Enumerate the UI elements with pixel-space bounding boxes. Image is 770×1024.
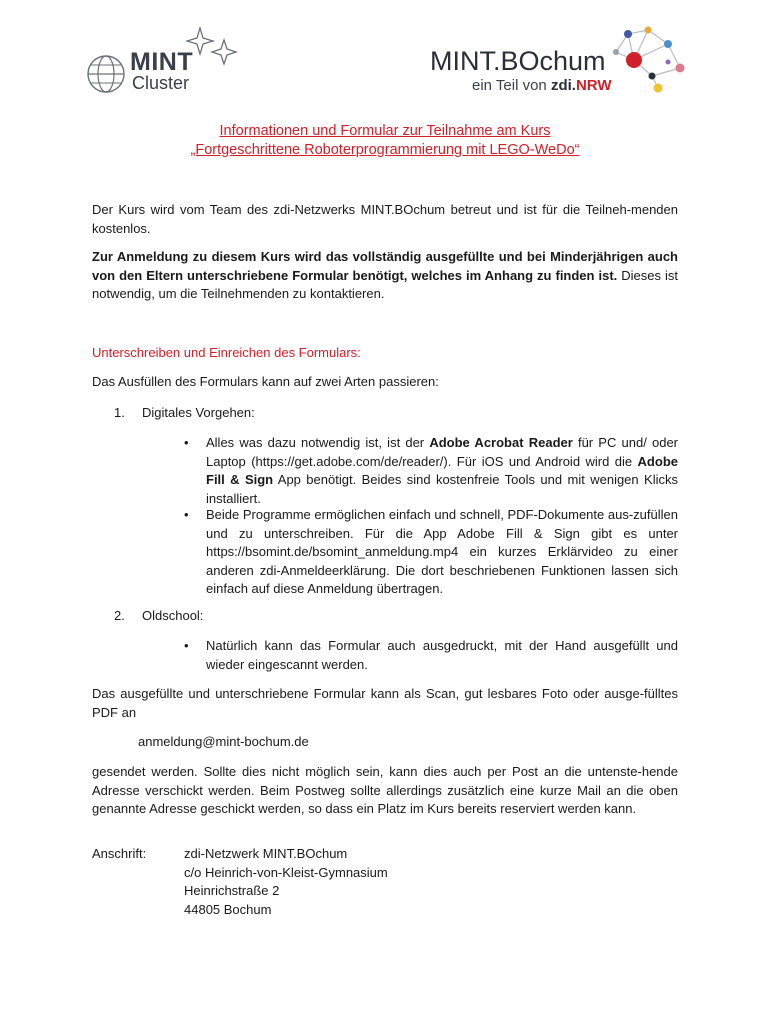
stars-icon [186, 26, 242, 70]
address-label: Anschrift: [92, 846, 147, 861]
logo-left-line2: Cluster [132, 73, 190, 93]
registration-paragraph [92, 248, 678, 304]
registration-bold: Zur Anmeldung zu diesem Kurs wird das vollständig ausgefüllte und bei Minderjährigen auch von den Eltern unterschriebene Formular benötigt, welches im Anhang zu finden ist. [92, 249, 678, 283]
section-heading: Unterschreiben und Einreichen des Formulars: [92, 345, 361, 360]
title-line1: Informationen und Formular zur Teilnahme am Kurs [219, 123, 551, 139]
address-block [184, 845, 388, 919]
mint-bochum-logo [428, 24, 692, 100]
bullet-2-1: Natürlich kann das Formular auch ausgedruckt, mit der Hand ausgefüllt und wieder eingescannt werden. [206, 638, 678, 672]
bullet-1-1 [206, 434, 678, 508]
title-line2: „Fortgeschrittene Roboterprogrammierung mit LEGO-WeDo“ [190, 142, 580, 158]
logo-right-subtitle [472, 78, 612, 93]
logo-left-line1: MINT [130, 48, 194, 76]
address-line-4: 44805 Bochum [184, 901, 272, 917]
method-1-number: 1. [114, 405, 125, 420]
logo-right-title: MINT.BOchum [430, 46, 606, 76]
bullet-1-1-text-a: Alles was dazu notwendig ist, ist der [206, 435, 430, 450]
mint-cluster-logo [86, 26, 246, 98]
bullet-1-1-bold-b: Adobe Fill & Sign [206, 453, 678, 487]
address-line-1: zdi-Netzwerk MINT.BOchum [184, 846, 348, 861]
logo-right-sub-nrw: NRW [575, 77, 612, 94]
post-paragraph: gesendet werden. Sollte dies nicht möglich sein, kann dies auch per Post an die untenste-hende Adresse verschickt werden. Beim Postweg sollte allerdings zusätzlich eine kurze Mail an die oben genannte Adresse geschickt werden, so dass ein Platz im Kurs bereits reserviert werden kann. [92, 764, 678, 816]
method-2 [114, 607, 203, 625]
method-1-label: Digitales Vorgehen: [142, 405, 255, 420]
network-icon [606, 24, 692, 94]
bullet-marker: • [184, 435, 189, 450]
bullet-1-1-text-b: für PC und/ oder Laptop (https://get.adobe.com/de/reader/). Für iOS und Android wird die [206, 435, 679, 469]
document-title [0, 122, 770, 160]
method-1 [114, 404, 255, 422]
ways-intro: Das Ausfüllen des Formulars kann auf zwei Arten passieren: [92, 374, 439, 389]
method-2-number: 2. [114, 608, 125, 623]
method-2-label: Oldschool: [142, 608, 204, 623]
bullet-1-1-bold-a: Adobe Acrobat Reader [429, 435, 573, 450]
globe-icon [86, 54, 126, 94]
logo-right-sub-prefix: ein Teil von [472, 77, 551, 94]
email-address: anmeldung@mint-bochum.de [138, 734, 309, 749]
bullet-marker: • [184, 507, 189, 522]
address-line-3: Heinrichstraße 2 [184, 883, 280, 898]
registration-normal: Dieses ist notwendig, um die Teilnehmenden zu kontaktieren. [92, 267, 678, 301]
logo-right-sub-zdi: zdi. [550, 77, 576, 94]
bullet-marker: • [184, 638, 189, 653]
address-line-2: c/o Heinrich-von-Kleist-Gymnasium [184, 864, 388, 880]
submit-paragraph: Das ausgefüllte und unterschriebene Formular kann als Scan, gut lesbares Foto oder ausge-fülltes PDF an [92, 686, 678, 720]
bullet-1-1-text-c: App benötigt. Beides sind kostenfreie Tools und mit wenigen Klicks installiert. [206, 472, 678, 506]
bullet-1-2: Beide Programme ermöglichen einfach und schnell, PDF-Dokumente aus-zufüllen und zu unterschreiben. Für die App Adobe Fill & Sign gibt es unter https://bsomint.de/bsomint_anmeldung.mp4 ein kurzes Erklärvideo zu einer anderen zdi-Anmeldeerklärung. Die dort beschriebenen Funktionen lassen sich einfach auf diese Anmeldung übertragen. [206, 507, 678, 596]
intro-paragraph: Der Kurs wird vom Team des zdi-Netzwerks MINT.BOchum betreut und ist für die Teilneh-menden kostenlos. [92, 202, 678, 236]
